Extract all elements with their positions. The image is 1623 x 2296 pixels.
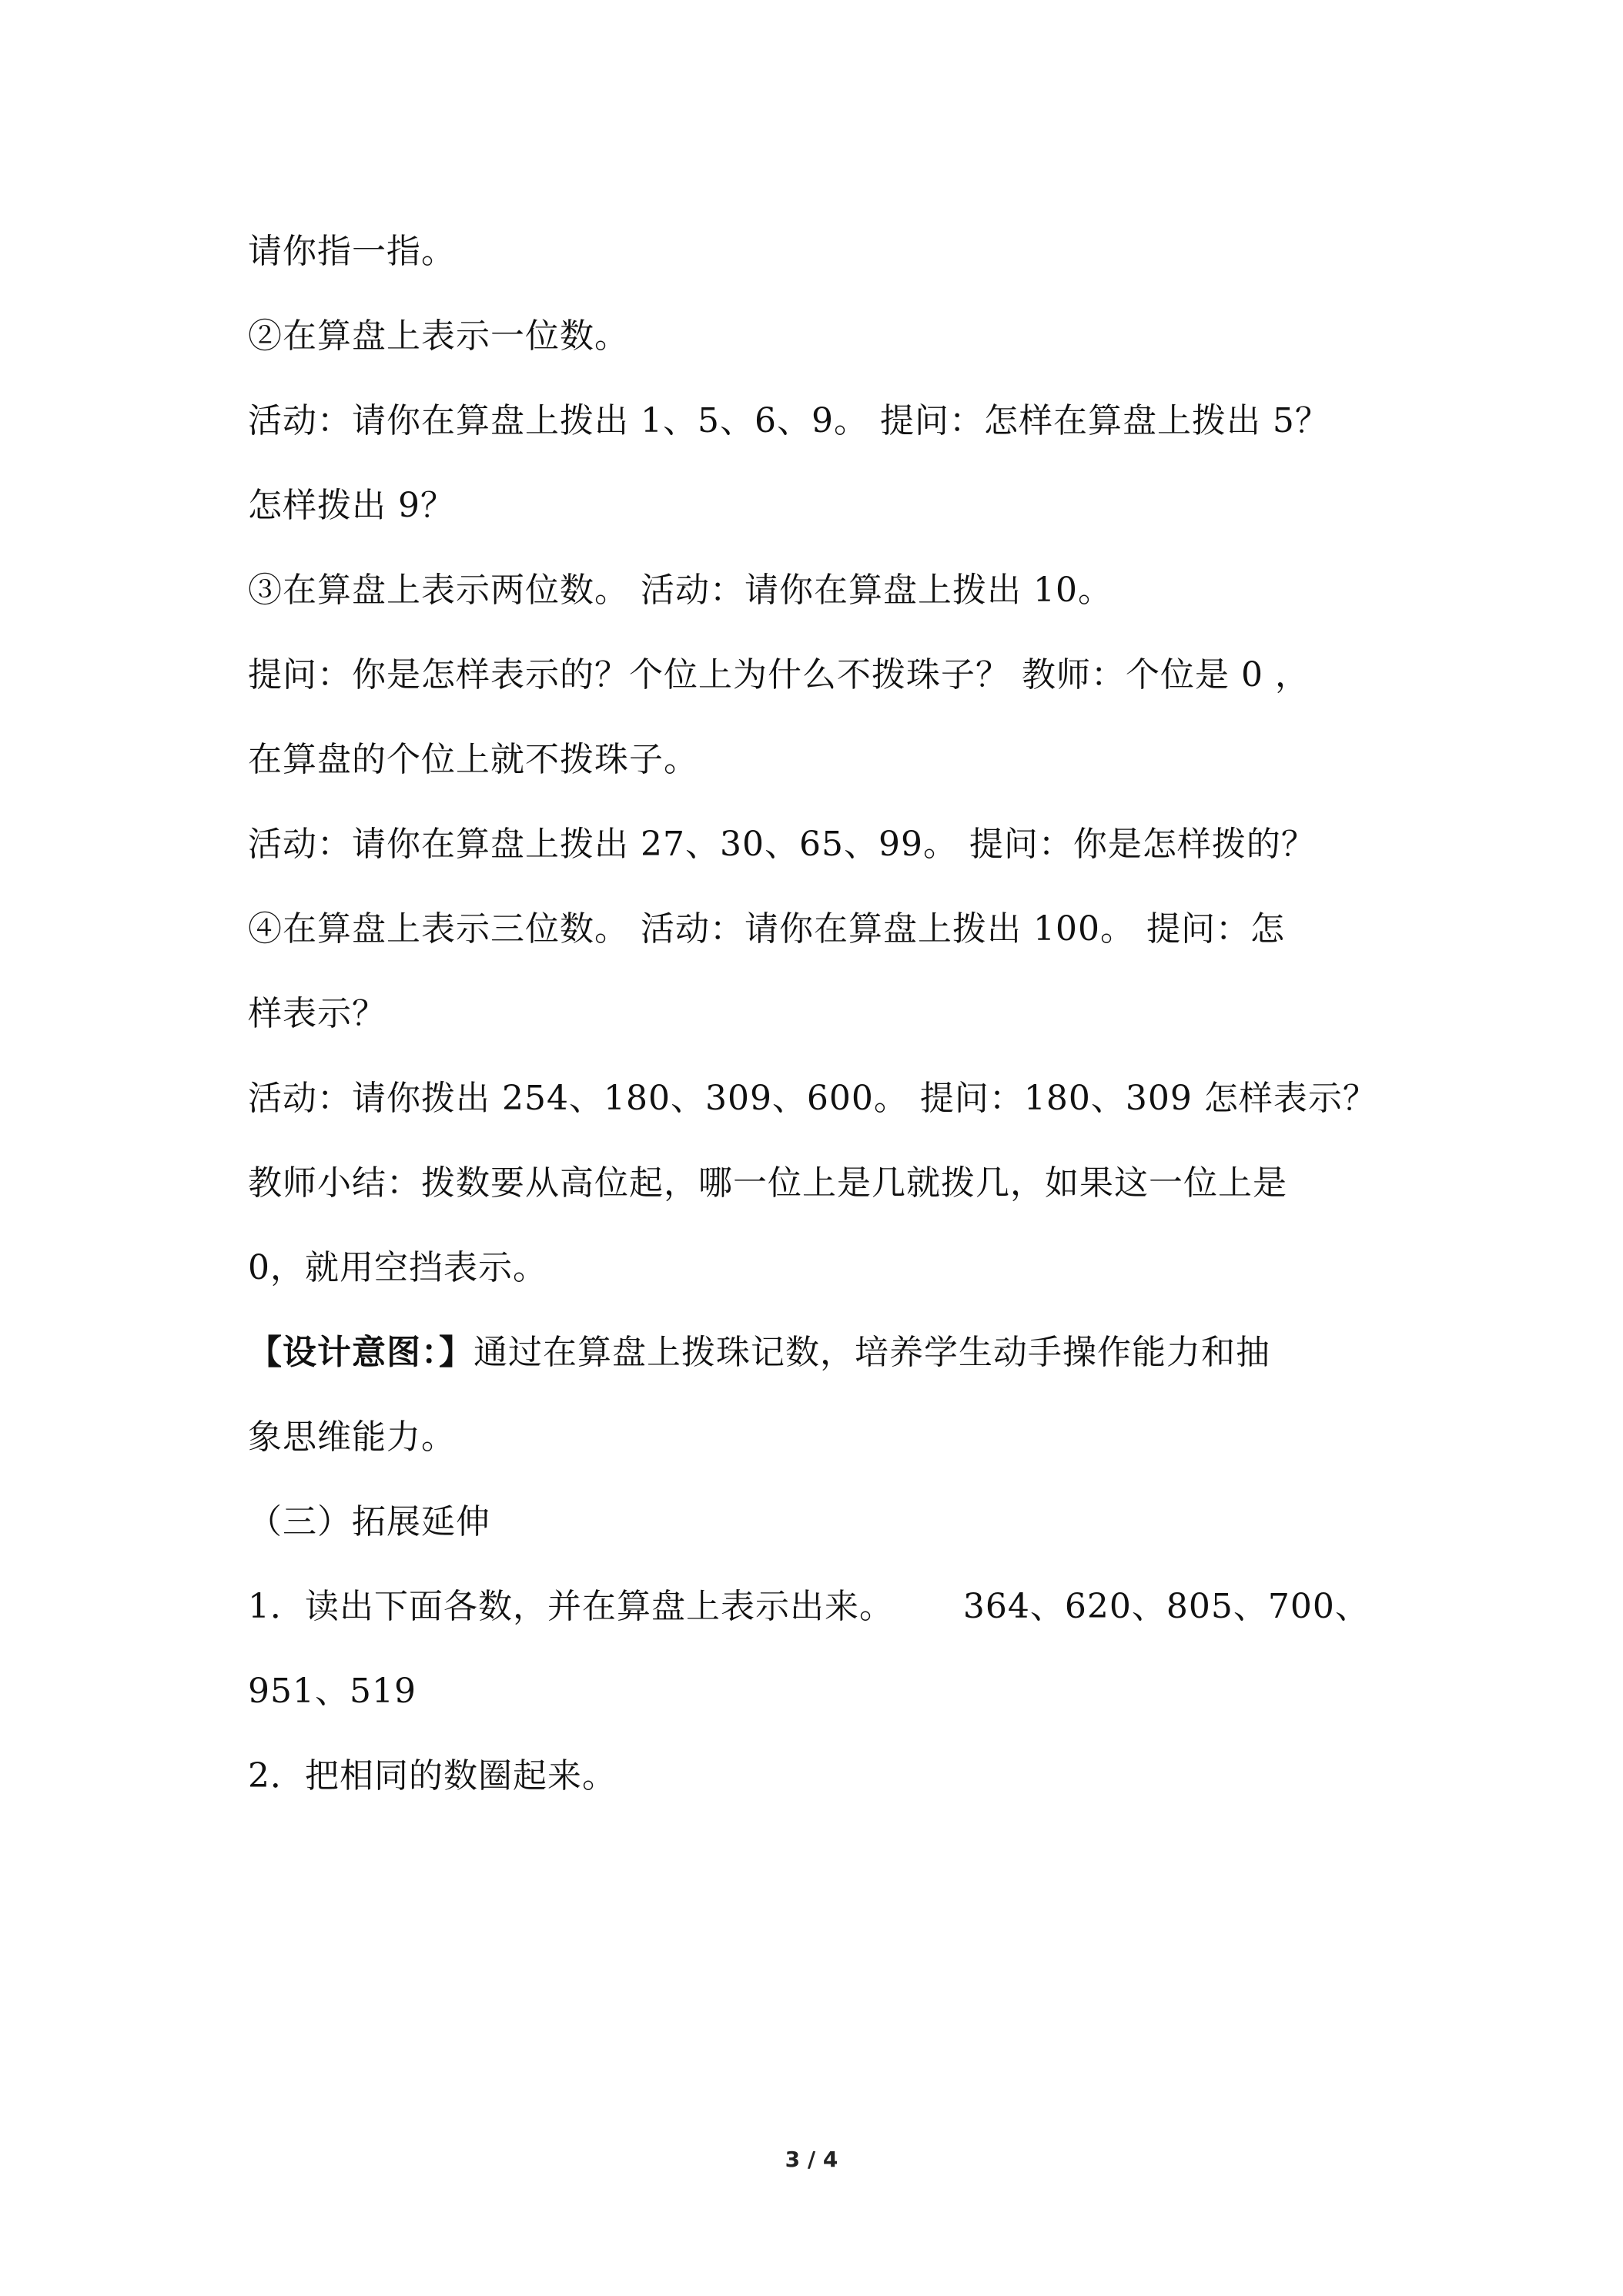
- body-line: ②在算盘上表示一位数。: [248, 316, 629, 356]
- section-heading: （三）拓展延伸: [248, 1502, 490, 1541]
- exercise-1-continuation: 951、519: [248, 1672, 417, 1711]
- body-line: 活动：请你在算盘上拨出 27、30、65、99。 提问：你是怎样拨的？: [248, 825, 1316, 864]
- document-body: [248, 209, 1387, 1819]
- design-intent-label: 【设计意图：】: [248, 1333, 474, 1372]
- body-line: 提问：你是怎样表示的？个位上为什么不拨珠子？ 教师：个位是 0 ，: [248, 655, 1310, 694]
- page-number: 3 / 4: [785, 2147, 838, 2172]
- body-line: 0，就用空挡表示。: [248, 1248, 547, 1287]
- design-intent-line: [248, 1310, 1387, 1395]
- body-line: 怎样拨出 9？: [248, 486, 455, 525]
- body-line: ③在算盘上表示两位数。 活动：请你在算盘上拨出 10。: [248, 571, 1113, 610]
- exercise-2: 2．把相同的数圈起来。: [248, 1756, 617, 1796]
- body-line: 活动：请你拨出 254、180、309、600。 提问：180、309 怎样表示？: [248, 1079, 1377, 1118]
- body-line: 在算盘的个位上就不拨珠子。: [248, 740, 698, 779]
- body-line: ④在算盘上表示三位数。 活动：请你在算盘上拨出 100。 提问：怎: [248, 909, 1285, 949]
- body-line: 样表示？: [248, 994, 387, 1033]
- design-intent-text: 通过在算盘上拨珠记数，培养学生动手操作能力和抽: [474, 1333, 1270, 1372]
- body-line: 请你指一指。: [248, 232, 456, 271]
- design-intent-continuation: 象思维能力。: [248, 1417, 456, 1457]
- body-line: 活动：请你在算盘上拨出 1、5、6、9。 提问：怎样在算盘上拨出 5？: [248, 401, 1330, 440]
- exercise-1: 1．读出下面各数，并在算盘上表示出来。 364、620、805、700、: [248, 1587, 1370, 1626]
- body-line: 教师小结：拨数要从高位起，哪一位上是几就拨几，如果这一位上是: [248, 1163, 1287, 1203]
